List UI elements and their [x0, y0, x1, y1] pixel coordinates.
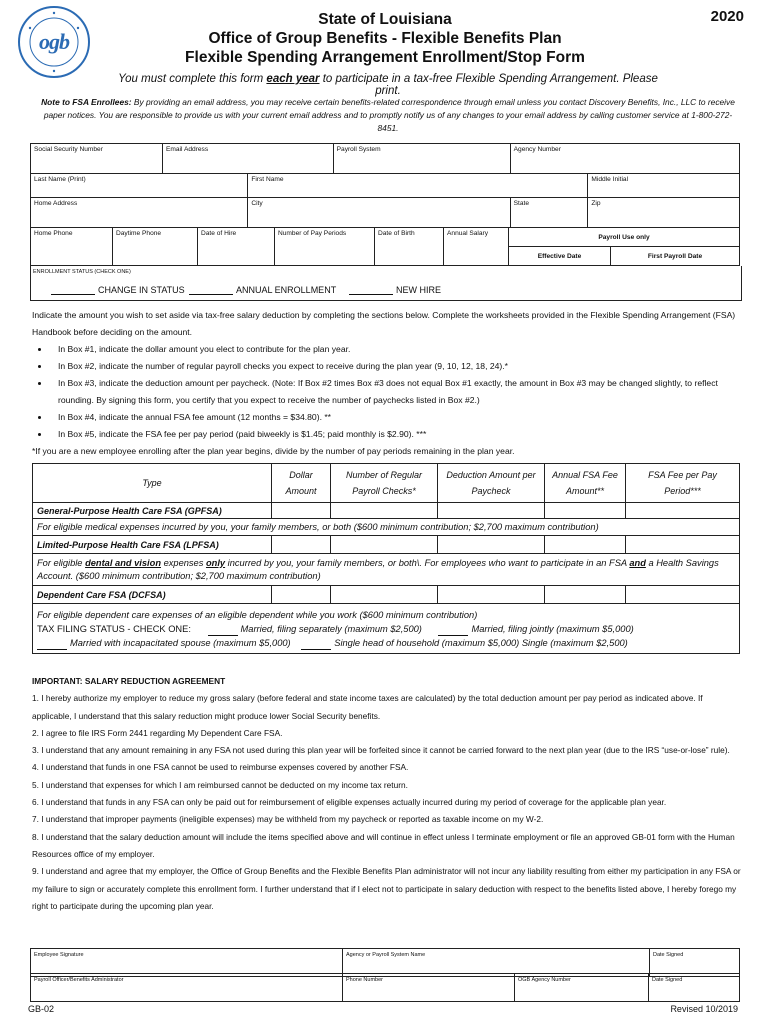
title-line-2: Office of Group Benefits - Flexible Benefits Plan	[208, 30, 562, 47]
change-in-status-label: CHANGE IN STATUS	[98, 285, 185, 295]
last-name-field[interactable]	[31, 174, 248, 198]
gpfsa-box-1[interactable]	[272, 503, 331, 519]
agency-number-field[interactable]	[510, 144, 739, 174]
agreement-item: 5. I understand that expenses for which I am reimbursed cannot be deducted on my income tax return.	[32, 779, 408, 790]
date-signed-label: Date Signed	[653, 952, 684, 958]
dcfsa-box-5[interactable]	[626, 586, 740, 604]
gpfsa-description: For eligible medical expenses incurred by you, your family members, or both ($600 minimum contribution; $2,700 maximum contribution)	[33, 519, 740, 536]
annual-salary-field[interactable]	[444, 228, 509, 266]
checkbox-line[interactable]	[51, 285, 95, 295]
tax-opt-separate: Married, filing separately (maximum $2,500)	[240, 623, 422, 634]
change-in-status-option[interactable]	[51, 285, 185, 295]
date-of-hire-field[interactable]	[198, 228, 275, 266]
header-payroll-checks: Number of Regular Payroll Checks*	[331, 464, 438, 503]
agreement-item: 3. I understand that any amount remaining in any FSA not used during this plan year will be forfeited since it cannot be carried forward to the next plan year (due to the IRS “use-or-lose” rule).	[32, 745, 730, 756]
lpfsa-desc-part: expenses	[161, 557, 206, 568]
zip-field[interactable]	[588, 198, 740, 228]
email-label: Email Address	[166, 146, 209, 153]
tax-filing-row-1	[37, 622, 735, 636]
email-field[interactable]	[163, 144, 334, 174]
lpfsa-description	[33, 554, 740, 586]
ssn-label: Social Security Number	[34, 146, 103, 153]
zip-label: Zip	[591, 200, 601, 207]
ogb-agency-number-field[interactable]	[515, 974, 649, 1002]
lpfsa-box-4[interactable]	[545, 536, 626, 554]
agreement-item: 8. I understand that the salary deduction amount will include the items specified above and will continue in effect unless I terminate employment or file an approved GB-01 form with the Human Resources office of my employer.	[32, 831, 735, 859]
daytime-phone-field[interactable]	[113, 228, 198, 266]
tax-check-line[interactable]	[301, 640, 331, 650]
tax-status-label: TAX FILING STATUS - CHECK ONE:	[37, 623, 191, 634]
form-id: GB-02	[28, 1004, 55, 1014]
first-name-label: First Name	[251, 176, 284, 183]
lpfsa-desc-emphasis: only	[205, 557, 226, 568]
agency-name-label: Agency or Payroll System Name	[346, 952, 426, 958]
lpfsa-box-1[interactable]	[272, 536, 331, 554]
first-name-field[interactable]	[248, 174, 588, 198]
middle-initial-field[interactable]	[588, 174, 740, 198]
note-label: Note to FSA Enrollees:	[41, 97, 132, 107]
instruction-item: • In Box #3, indicate the deduction amount per paycheck. (Note: If Box #2 times Box #3 does not equal Box #1 exactly, the amount in Box #3 may be changed slightly, to reflect rounding. By signing this form, you certify that you expect to receive the number of paychecks listed in Box #2.)	[50, 375, 742, 409]
subtitle-pre: You must complete this form	[118, 73, 267, 85]
instruction-item: • In Box #2, indicate the number of regular payroll checks you expect to receive during the plan year (9, 10, 12, 18, 24).*	[50, 358, 742, 375]
pay-periods-label: Number of Pay Periods	[278, 230, 347, 237]
instruction-item: • In Box #4, indicate the annual FSA fee amount (12 months = $34.80). **	[50, 409, 742, 426]
tax-opt-joint: Married, filing jointly (maximum $5,000)	[471, 623, 634, 634]
checkbox-line[interactable]	[349, 285, 393, 295]
gpfsa-box-2[interactable]	[331, 503, 438, 519]
salary-reduction-agreement	[32, 673, 744, 915]
annual-salary-label: Annual Salary	[447, 230, 489, 237]
dcfsa-box-3[interactable]	[438, 586, 545, 604]
home-address-field[interactable]	[31, 198, 248, 228]
employee-signature-label: Employee Signature	[34, 952, 84, 958]
agency-number-label: Agency Number	[513, 146, 561, 153]
agreement-item: 7. I understand that improper payments (ineligible expenses) may be withheld from my paycheck or reported as taxable income on my W-2.	[32, 814, 544, 825]
page-title	[100, 10, 670, 67]
dcfsa-title: Dependent Care FSA (DCFSA)	[33, 586, 272, 604]
payroll-use-only: Payroll Use only	[509, 228, 740, 247]
title-line-1: State of Louisiana	[318, 11, 452, 28]
lpfsa-title: Limited-Purpose Health Care FSA (LPFSA)	[33, 536, 272, 554]
lpfsa-box-3[interactable]	[438, 536, 545, 554]
effective-date-field[interactable]: Effective Date	[509, 247, 611, 266]
lpfsa-desc-part: a Health Savings Account. ($600 minimum contribution; $2,700 maximum contribution)	[37, 557, 719, 581]
dcfsa-description	[33, 604, 740, 654]
ogb-agency-number-label: OGB Agency Number	[518, 977, 571, 983]
last-name-label: Last Name (Print)	[34, 176, 86, 183]
date-of-hire-label: Date of Hire	[201, 230, 237, 237]
revision-date: Revised 10/2019	[670, 1004, 738, 1014]
agreement-item: 4. I understand that funds in one FSA cannot be used to reimburse expenses covered by another FSA.	[32, 762, 409, 773]
enrollment-status	[30, 266, 742, 301]
subtitle-post: to participate in a tax-free Flexible Spending Arrangement. Please print.	[319, 73, 658, 97]
payroll-system-field[interactable]	[333, 144, 510, 174]
payroll-officer-field[interactable]	[31, 974, 343, 1002]
header-dollar-amount: Dollar Amount	[272, 464, 331, 503]
annual-enrollment-label: ANNUAL ENROLLMENT	[236, 285, 337, 295]
instructions-list	[32, 341, 742, 443]
ogb-logo	[18, 6, 90, 78]
date-signed-field-2[interactable]	[649, 974, 740, 1002]
agreement-item: 6. I understand that funds in any FSA can only be paid out for reimbursement of eligible expenses actually incurred during my period of coverage for the applicable plan year.	[32, 797, 667, 808]
gpfsa-box-5[interactable]	[626, 503, 740, 519]
header-annual-fee: Annual FSA Fee Amount**	[545, 464, 626, 503]
home-phone-field[interactable]	[31, 228, 113, 266]
checkbox-line[interactable]	[189, 285, 233, 295]
gpfsa-box-3[interactable]	[438, 503, 545, 519]
date-signed-label: Date Signed	[652, 977, 683, 983]
state-field[interactable]	[510, 198, 588, 228]
tax-opt-incapacitated: Married with incapacitated spouse (maximum $5,000)	[70, 637, 291, 648]
agreement-item: 1. I hereby authorize my employer to reduce my gross salary (before federal and state income taxes are calculated) by the total deduction amount per pay period as indicated above. If applicable, I understand that this salary reduction might produce lower Social Security benefits.	[32, 693, 703, 721]
form-year: 2020	[710, 8, 744, 25]
home-address-label: Home Address	[34, 200, 78, 207]
title-line-3: Flexible Spending Arrangement Enrollment/Stop Form	[185, 49, 585, 66]
header-type: Type	[33, 464, 272, 503]
tax-filing-row-2	[37, 636, 735, 650]
dcfsa-box-1[interactable]	[272, 586, 331, 604]
subtitle-emphasis: each year	[266, 73, 320, 85]
middle-initial-label: Middle Initial	[591, 176, 629, 183]
date-of-birth-label: Date of Birth	[378, 230, 415, 237]
new-hire-label: NEW HIRE	[396, 285, 441, 295]
logo-text: ogb	[39, 29, 69, 54]
home-phone-label: Home Phone	[34, 230, 73, 237]
agreement-heading: IMPORTANT: SALARY REDUCTION AGREEMENT	[32, 676, 226, 686]
fsa-table	[32, 463, 740, 654]
tax-opt-single: Single head of household (maximum $5,000) Single (maximum $2,500)	[334, 637, 628, 648]
city-label: City	[251, 200, 263, 207]
payroll-officer-label: Payroll Officer/Benefits Administrator	[34, 977, 124, 983]
logo-ring-icon	[20, 8, 88, 76]
payroll-system-label: Payroll System	[336, 146, 381, 153]
agreement-item: 9. I understand and agree that my employer, the Office of Group Benefits and the Flexible Benefits Plan administrator will not incur any liability resulting from either my participation in any FSA or my failure to sign or accurately complete this enrollment form. I further understand that if I elect not to participate in salary deduction with respect to the benefits listed above, I hereby forego my right to participate during the upcoming plan year.	[32, 866, 741, 911]
dcfsa-box-2[interactable]	[331, 586, 438, 604]
annual-enrollment-option[interactable]	[189, 285, 336, 295]
lpfsa-box-5[interactable]	[626, 536, 740, 554]
dcfsa-desc-text: For eligible dependent care expenses of an eligible dependent while you work ($600 minimum contribution)	[37, 609, 478, 620]
header-deduction-amount: Deduction Amount per Paycheck	[438, 464, 545, 503]
gpfsa-box-4[interactable]	[545, 503, 626, 519]
lpfsa-desc-part: For eligible	[37, 557, 86, 568]
lpfsa-box-2[interactable]	[331, 536, 438, 554]
new-hire-option[interactable]	[349, 285, 441, 295]
date-of-birth-field[interactable]	[375, 228, 444, 266]
daytime-phone-label: Daytime Phone	[116, 230, 162, 237]
state-label: State	[513, 200, 530, 207]
city-field[interactable]	[248, 198, 510, 228]
header-fee-per-period: FSA Fee per Pay Period***	[626, 464, 740, 503]
fsa-note	[38, 96, 738, 135]
subtitle	[108, 73, 668, 97]
lpfsa-desc-part: incurred by you, your family members, or both\. For employees who want to participate in an FSA	[225, 557, 630, 568]
ssn-field[interactable]	[31, 144, 163, 174]
lpfsa-desc-emphasis: dental and vision	[85, 557, 161, 568]
pay-periods-field[interactable]	[275, 228, 375, 266]
tax-check-line[interactable]	[37, 640, 67, 650]
gpfsa-title: General-Purpose Health Care FSA (GPFSA)	[33, 503, 272, 519]
tax-check-line[interactable]	[208, 626, 238, 636]
personal-info-table	[30, 143, 740, 228]
instruction-item: • In Box #5, indicate the FSA fee per pay period (paid biweekly is $1.45; paid monthly is $2.90). ***	[50, 426, 742, 443]
instructions	[32, 307, 742, 460]
instructions-footnote: *If you are a new employee enrolling after the plan year begins, divide by the number of pay periods remaining in the plan year.	[32, 446, 515, 456]
lpfsa-desc-emphasis: and	[629, 557, 646, 568]
note-text: By providing an email address, you may receive certain benefits-related correspondence through email unless you contact Discovery Benefits, Inc., LLC to receive paper notices. You are responsible to provide us with your current email address and to promptly notify us of any changes to your email address by calling customer service at 1-800-272-8451.	[43, 97, 735, 133]
tax-check-line[interactable]	[438, 626, 468, 636]
enrollment-status-title: ENROLLMENT STATUS (CHECK ONE)	[33, 269, 131, 275]
instruction-item: • In Box #1, indicate the dollar amount you elect to contribute for the plan year.	[50, 341, 742, 358]
instructions-intro: Indicate the amount you wish to set aside via tax-free salary deduction by completing the sections below. Complete the worksheets provided in the Flexible Spending Arrangement (FSA) Handbook before deciding on the amount.	[32, 310, 736, 337]
administrator-table	[30, 973, 740, 1002]
first-payroll-date-field[interactable]: First Payroll Date	[611, 247, 740, 266]
phone-number-label: Phone Number	[346, 977, 383, 983]
dcfsa-box-4[interactable]	[545, 586, 626, 604]
employment-info-table	[30, 227, 740, 266]
phone-number-field[interactable]	[343, 974, 515, 1002]
agreement-item: 2. I agree to file IRS Form 2441 regarding My Dependent Care FSA.	[32, 727, 283, 738]
